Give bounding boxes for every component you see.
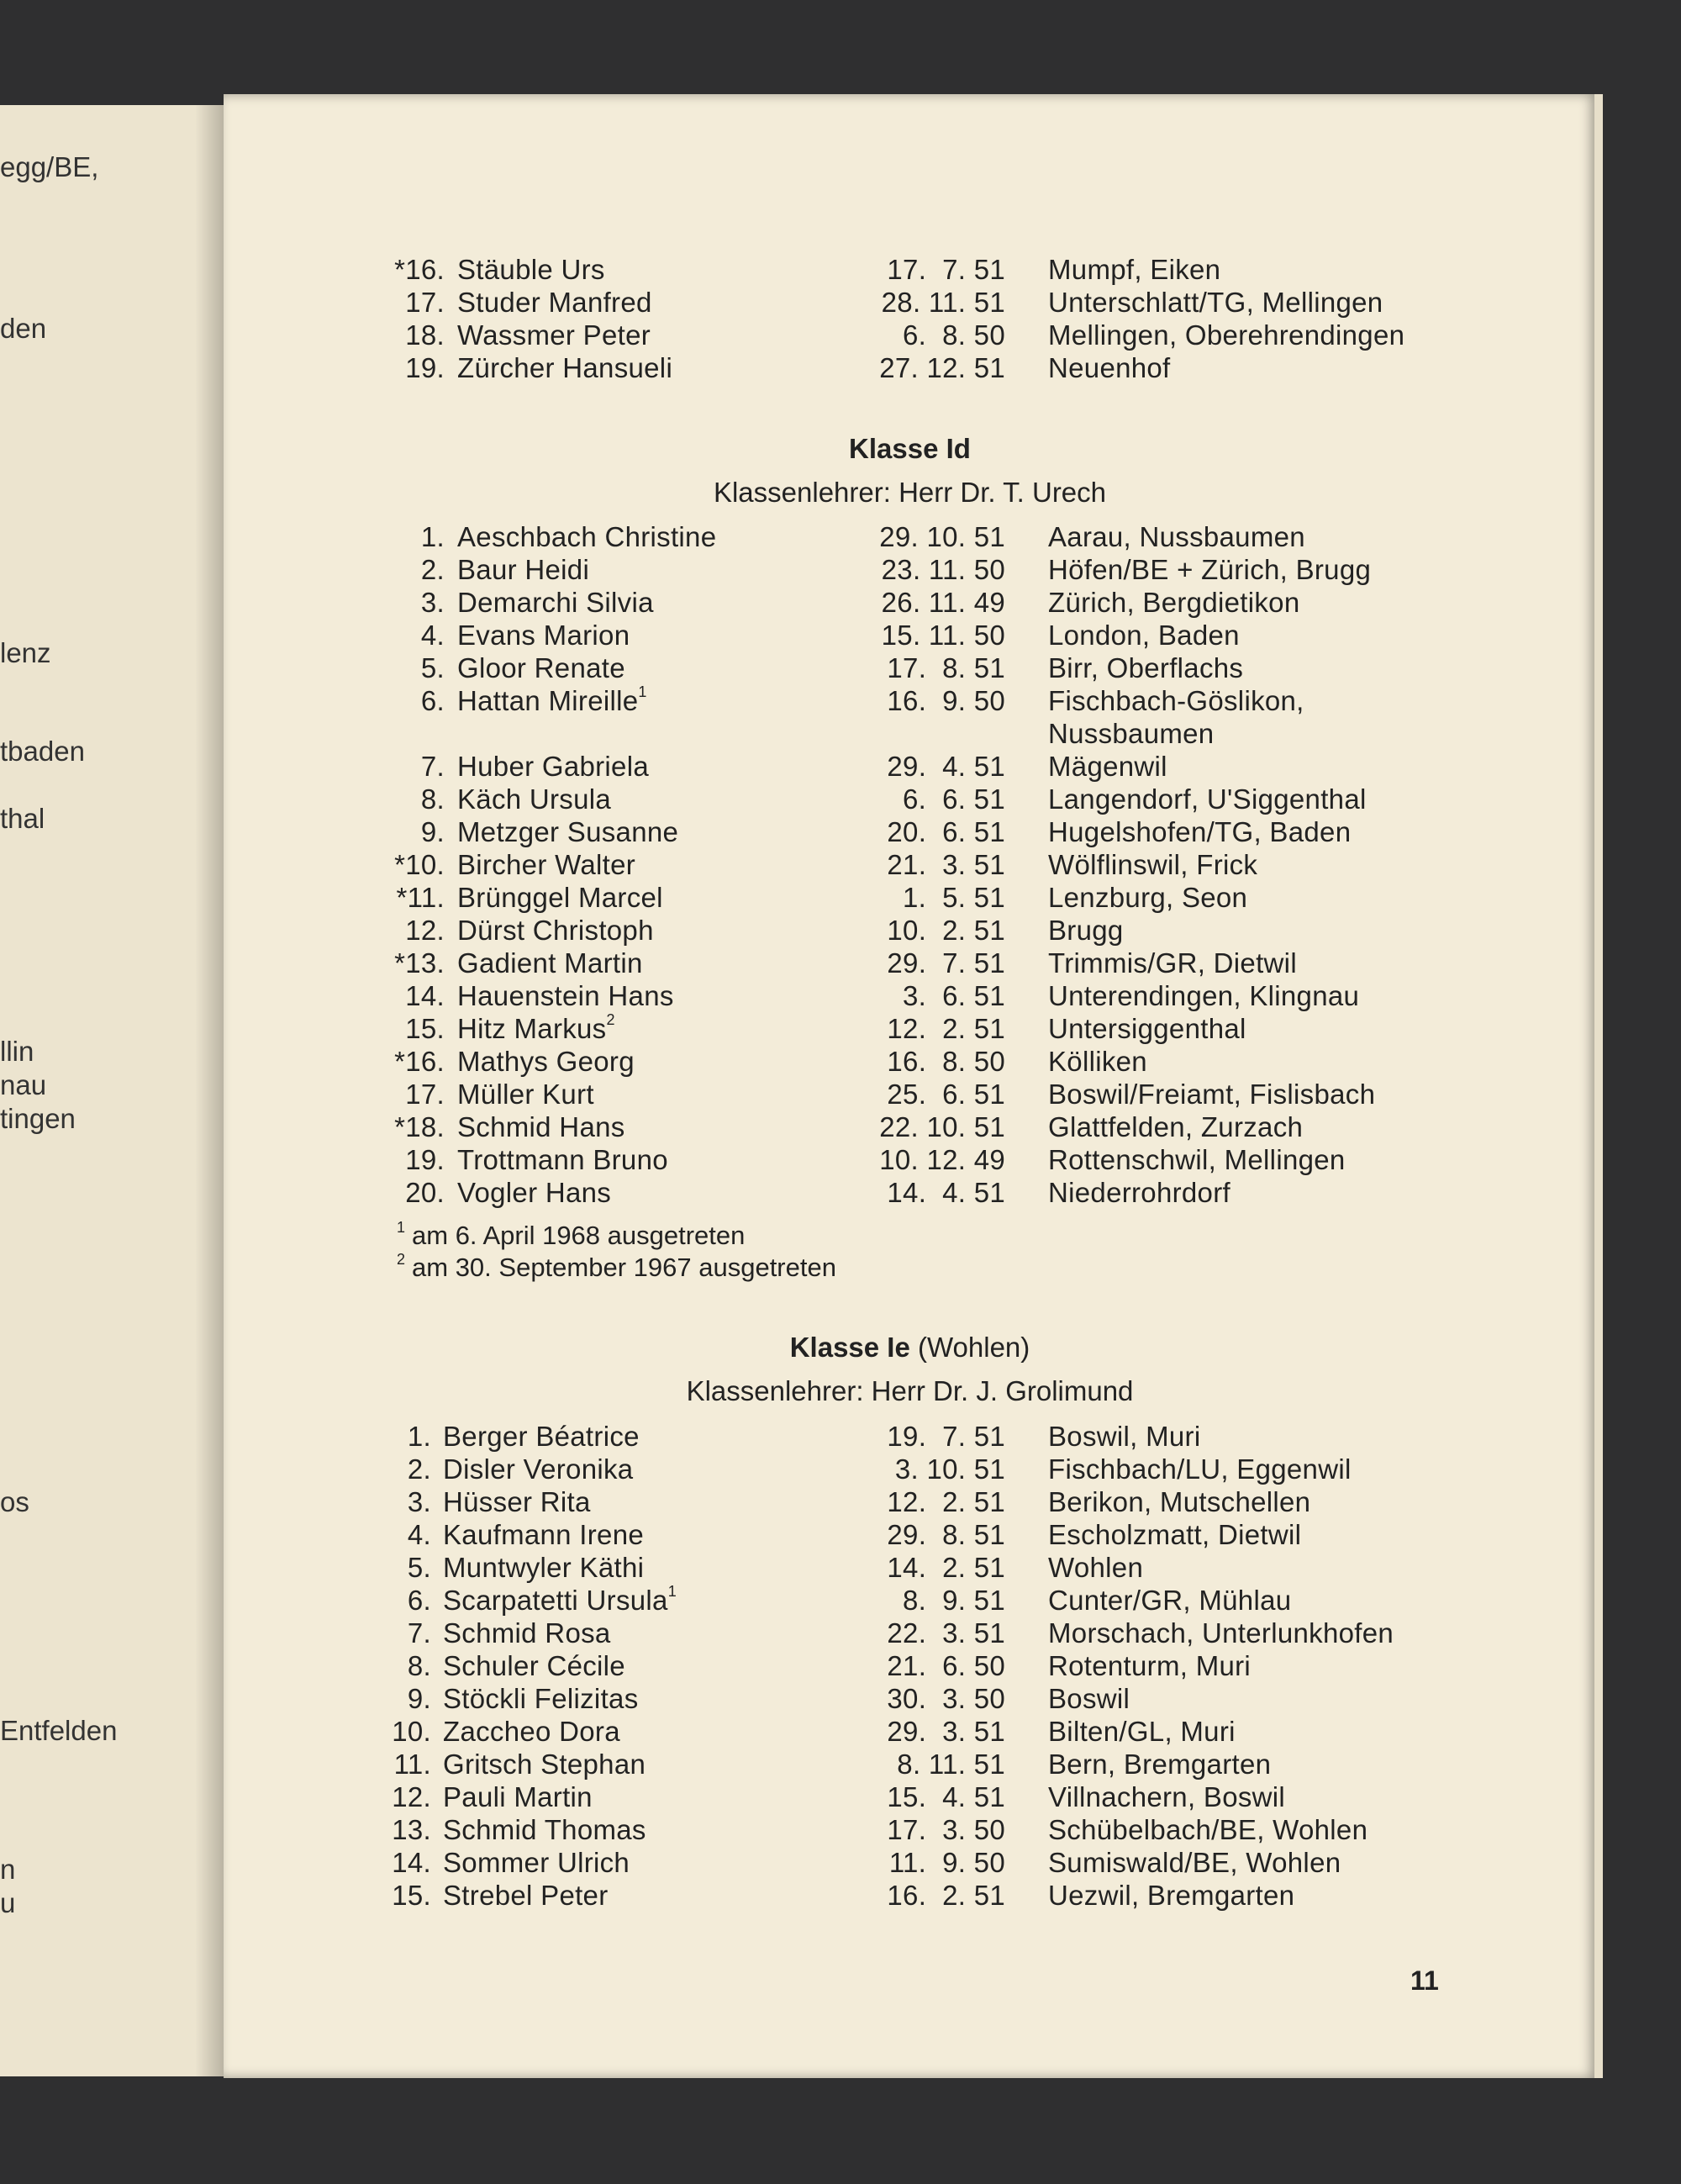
birth-date: 23. 11. 50 (881, 554, 1005, 585)
student-name-text: Aeschbach Christine (457, 521, 717, 552)
hometown-residence: Villnachern, Boswil (1048, 1781, 1286, 1812)
hometown-residence: Rottenschwil, Mellingen (1048, 1144, 1346, 1175)
student-name-text: Strebel Peter (443, 1880, 609, 1911)
hometown-residence: Uezwil, Bremgarten (1048, 1880, 1295, 1911)
footnote-marker: 1 (667, 1583, 677, 1600)
hometown-residence: Niederrohrdorf (1048, 1177, 1230, 1208)
student-number: 11. (393, 1749, 431, 1780)
hometown-residence: Lenzburg, Seon (1048, 882, 1248, 913)
student-name-text: Hauenstein Hans (457, 980, 674, 1011)
student-name (457, 620, 630, 652)
student-number: 2. (407, 1453, 431, 1485)
student-name (457, 521, 716, 553)
student-name (443, 1683, 639, 1715)
hometown-residence: Neuenhof (1048, 352, 1171, 383)
hometown-residence: Sumiswald/BE, Wohlen (1048, 1847, 1341, 1878)
student-name-text: Wassmer Peter (457, 319, 651, 351)
student-name-text: Trottmann Bruno (457, 1144, 668, 1175)
birth-date: 6. 8. 50 (903, 319, 1005, 351)
student-number: 18. (405, 319, 445, 351)
hometown-residence: Rotenturm, Muri (1048, 1650, 1252, 1681)
birth-date: 15. 4. 51 (887, 1781, 1005, 1812)
student-number: 3. (420, 587, 445, 618)
student-name (457, 1079, 594, 1110)
hometown-residence: Kölliken (1048, 1046, 1147, 1077)
hometown-residence: Mellingen, Oberehrendingen (1048, 319, 1405, 351)
hometown-residence: Boswil, Muri (1048, 1421, 1201, 1452)
hometown-residence: Fischbach-Göslikon, (1048, 685, 1304, 716)
birth-date: 29. 3. 51 (887, 1716, 1005, 1747)
hometown-residence: Aarau, Nussbaumen (1048, 521, 1305, 552)
hometown-residence: Wölflinswil, Frick (1048, 849, 1258, 880)
footnote (397, 1221, 745, 1251)
student-name (443, 1716, 620, 1748)
student-name-text: Sommer Ulrich (443, 1847, 630, 1878)
student-name (457, 554, 589, 586)
birth-date: 15. 11. 50 (881, 620, 1005, 651)
student-number: 5. (420, 652, 445, 683)
student-name (443, 1453, 633, 1485)
left-page-fragment: tingen (0, 1103, 76, 1134)
birth-date: 19. 7. 51 (887, 1421, 1005, 1452)
klasse-ie-heading-suffix: (Wohlen) (918, 1332, 1030, 1363)
student-number: 6. (407, 1585, 431, 1616)
student-name-text: Brünggel Marcel (457, 882, 663, 913)
footnote-text: am 30. September 1967 ausgetreten (412, 1253, 836, 1282)
left-page-fragment: llin (0, 1036, 34, 1067)
student-number: *11. (396, 882, 445, 913)
student-name-text: Kaufmann Irene (443, 1519, 645, 1550)
birth-date: 3. 6. 51 (903, 980, 1005, 1011)
student-name-text: Metzger Susanne (457, 816, 679, 847)
student-number: 9. (420, 816, 445, 847)
student-number: 7. (407, 1617, 431, 1649)
student-name-text: Disler Veronika (443, 1453, 634, 1485)
student-number: 5. (407, 1552, 431, 1583)
student-name-text: Muntwyler Käthi (443, 1552, 645, 1583)
birth-date: 1. 5. 51 (903, 882, 1005, 913)
student-number: *13. (394, 947, 445, 979)
hometown-residence: Brugg (1048, 915, 1124, 946)
student-name-text: Schmid Thomas (443, 1814, 646, 1845)
left-page (0, 105, 229, 2076)
hometown-residence: Fischbach/LU, Eggenwil (1048, 1453, 1352, 1485)
student-name-text: Stöckli Felizitas (443, 1683, 639, 1714)
student-name-text: Zürcher Hansueli (457, 352, 673, 383)
student-number: 15. (405, 1013, 445, 1044)
student-name-text: Baur Heidi (457, 554, 590, 585)
student-name (457, 1177, 611, 1209)
student-number: 19. (405, 352, 445, 383)
hometown-residence: Wohlen (1048, 1552, 1144, 1583)
student-name-text: Evans Marion (457, 620, 630, 651)
hometown-residence: Langendorf, U'Siggenthal (1048, 783, 1367, 815)
hometown-residence: Glattfelden, Zurzach (1048, 1111, 1304, 1142)
student-number: *18. (394, 1111, 445, 1142)
left-page-fragment: lenz (0, 637, 51, 668)
student-name-text: Studer Manfred (457, 287, 652, 318)
student-name-text: Zaccheo Dora (443, 1716, 620, 1747)
hometown-residence-continued: Nussbaumen (1048, 718, 1215, 749)
hometown-residence: Boswil (1048, 1683, 1130, 1714)
birth-date: 6. 6. 51 (903, 783, 1005, 815)
student-number: 12. (392, 1781, 431, 1812)
birth-date: 29. 7. 51 (887, 947, 1005, 979)
student-number: 17. (405, 1079, 445, 1110)
student-number: 1. (407, 1421, 431, 1452)
student-name (443, 1585, 677, 1617)
birth-date: 28. 11. 51 (881, 287, 1005, 318)
hometown-residence: Bilten/GL, Muri (1048, 1716, 1236, 1747)
student-number: 12. (405, 915, 445, 946)
left-page-fragment: egg/BE, (0, 151, 99, 182)
birth-date: 16. 9. 50 (887, 685, 1005, 716)
hometown-residence: Boswil/Freiamt, Fislisbach (1048, 1079, 1376, 1110)
student-name (443, 1617, 611, 1649)
birth-date: 26. 11. 49 (881, 587, 1005, 618)
birth-date: 14. 4. 51 (887, 1177, 1005, 1208)
student-name (443, 1650, 625, 1682)
student-name (457, 1046, 635, 1078)
birth-date: 27. 12. 51 (879, 352, 1005, 383)
klasse-ie-teacher: Klassenlehrer: Herr Dr. J. Grolimund (686, 1375, 1134, 1406)
footnote-text: am 6. April 1968 ausgetreten (412, 1221, 746, 1250)
birth-date: 11. 9. 50 (888, 1847, 1005, 1878)
hometown-residence: Birr, Oberflachs (1048, 652, 1244, 683)
hometown-residence: Escholzmatt, Dietwil (1048, 1519, 1302, 1550)
footnote-marker: 1 (638, 683, 647, 700)
birth-date: 29. 8. 51 (887, 1519, 1005, 1550)
student-number: 2. (420, 554, 445, 585)
birth-date: 10. 12. 49 (879, 1144, 1005, 1175)
right-page (224, 94, 1596, 2078)
student-name-text: Bircher Walter (457, 849, 636, 880)
student-number: 15. (392, 1880, 431, 1911)
student-name (443, 1781, 593, 1813)
student-name (443, 1421, 640, 1453)
page-number: 11 (1410, 1965, 1439, 1996)
student-number: 4. (420, 620, 445, 651)
birth-date: 17. 7. 51 (887, 254, 1005, 285)
student-name (457, 947, 643, 979)
student-name (457, 685, 647, 717)
student-name-text: Gritsch Stephan (443, 1749, 646, 1780)
student-name-text: Hitz Markus (457, 1013, 607, 1044)
klasse-ie-heading (224, 1332, 1596, 1364)
student-name-text: Demarchi Silvia (457, 587, 654, 618)
student-number: 8. (420, 783, 445, 815)
birth-date: 16. 8. 50 (887, 1046, 1005, 1077)
student-number: *16. (394, 254, 445, 285)
student-name (457, 849, 635, 881)
footnote (397, 1253, 836, 1283)
student-name (457, 1144, 668, 1176)
footnote-marker: 2 (397, 1251, 406, 1268)
student-name (443, 1847, 630, 1879)
left-page-fragment: os (0, 1486, 29, 1517)
student-number: 20. (405, 1177, 445, 1208)
hometown-residence: Zürich, Bergdietikon (1048, 587, 1300, 618)
student-name-text: Schmid Rosa (443, 1617, 611, 1649)
birth-date: 14. 2. 51 (887, 1552, 1005, 1583)
hometown-residence: Bern, Bremgarten (1048, 1749, 1272, 1780)
hometown-residence: Morschach, Unterlunkhofen (1048, 1617, 1394, 1649)
student-number: *16. (394, 1046, 445, 1077)
student-number: 13. (392, 1814, 431, 1845)
student-name (457, 1111, 625, 1143)
student-number: 7. (420, 751, 445, 782)
hometown-residence: Höfen/BE + Zürich, Brugg (1048, 554, 1372, 585)
student-number: 4. (407, 1519, 431, 1550)
student-number: 19. (405, 1144, 445, 1175)
student-name-text: Huber Gabriela (457, 751, 649, 782)
student-name-text: Vogler Hans (457, 1177, 612, 1208)
student-name (457, 783, 611, 815)
left-page-fragment: n (0, 1854, 16, 1885)
left-page-fragment: thal (0, 803, 45, 834)
student-number: 14. (392, 1847, 431, 1878)
birth-date: 22. 10. 51 (879, 1111, 1005, 1142)
student-number: 9. (407, 1683, 431, 1714)
student-name (443, 1552, 644, 1584)
student-name (457, 587, 654, 619)
birth-date: 10. 2. 51 (887, 915, 1005, 946)
student-number: 3. (407, 1486, 431, 1517)
student-name-text: Dürst Christoph (457, 915, 654, 946)
birth-date: 29. 10. 51 (879, 521, 1005, 552)
student-name-text: Hüsser Rita (443, 1486, 591, 1517)
hometown-residence: Berikon, Mutschellen (1048, 1486, 1311, 1517)
student-name (457, 652, 625, 684)
student-name-text: Gadient Martin (457, 947, 643, 979)
birth-date: 16. 2. 51 (887, 1880, 1005, 1911)
student-name-text: Hattan Mireille (457, 685, 639, 716)
birth-date: 3. 10. 51 (894, 1453, 1005, 1485)
student-number: *10. (394, 849, 445, 880)
birth-date: 30. 3. 50 (887, 1683, 1005, 1714)
hometown-residence: Untersiggenthal (1048, 1013, 1246, 1044)
klasse-ie-heading-title: Klasse Ie (789, 1332, 910, 1363)
hometown-residence: Trimmis/GR, Dietwil (1048, 947, 1297, 979)
left-page-fragment: Entfelden (0, 1715, 118, 1746)
birth-date: 25. 6. 51 (887, 1079, 1005, 1110)
birth-date: 8. 11. 51 (897, 1749, 1005, 1780)
student-name (443, 1880, 609, 1912)
student-number: 10. (392, 1716, 431, 1747)
birth-date: 20. 6. 51 (887, 816, 1005, 847)
student-number: 8. (407, 1650, 431, 1681)
student-name (443, 1749, 646, 1780)
student-name-text: Müller Kurt (457, 1079, 594, 1110)
hometown-residence: Mägenwil (1048, 751, 1167, 782)
hometown-residence: Hugelshofen/TG, Baden (1048, 816, 1352, 847)
student-name (443, 1486, 591, 1518)
birth-date: 22. 3. 51 (887, 1617, 1005, 1649)
student-name (457, 319, 651, 351)
student-name-text: Gloor Renate (457, 652, 625, 683)
student-name (457, 882, 663, 914)
birth-date: 8. 9. 51 (903, 1585, 1005, 1616)
birth-date: 21. 3. 51 (887, 849, 1005, 880)
student-name (457, 980, 674, 1012)
student-number: 17. (405, 287, 445, 318)
left-page-fragment: u (0, 1887, 16, 1918)
birth-date: 17. 3. 50 (887, 1814, 1005, 1845)
left-page-fragment: tbaden (0, 736, 85, 767)
hometown-residence: Unterschlatt/TG, Mellingen (1048, 287, 1383, 318)
left-page-fragment: nau (0, 1069, 47, 1100)
student-number: 14. (405, 980, 445, 1011)
student-name-text: Käch Ursula (457, 783, 612, 815)
student-name (443, 1814, 646, 1846)
footnote-marker: 2 (606, 1011, 615, 1028)
klasse-id-heading: Klasse Id (849, 433, 971, 464)
student-name (457, 254, 605, 286)
hometown-residence: Cunter/GR, Mühlau (1048, 1585, 1292, 1616)
student-name-text: Scarpatetti Ursula (443, 1585, 668, 1616)
hometown-residence: London, Baden (1048, 620, 1240, 651)
left-page-fragment: den (0, 313, 47, 344)
birth-date: 21. 6. 50 (887, 1650, 1005, 1681)
footnote-marker: 1 (397, 1219, 406, 1236)
student-name (457, 816, 678, 848)
student-name (443, 1519, 644, 1551)
student-name (457, 751, 649, 783)
hometown-residence: Mumpf, Eiken (1048, 254, 1221, 285)
birth-date: 29. 4. 51 (887, 751, 1005, 782)
student-name (457, 1013, 615, 1045)
student-name-text: Stäuble Urs (457, 254, 605, 285)
student-name-text: Schuler Cécile (443, 1650, 625, 1681)
birth-date: 17. 8. 51 (887, 652, 1005, 683)
student-name (457, 915, 654, 947)
klasse-id-teacher: Klassenlehrer: Herr Dr. T. Urech (713, 477, 1107, 508)
student-name (457, 352, 672, 384)
student-number: 1. (420, 521, 445, 552)
hometown-residence: Schübelbach/BE, Wohlen (1048, 1814, 1368, 1845)
page-edge (1594, 94, 1603, 2078)
student-name (457, 287, 652, 319)
birth-date: 12. 2. 51 (887, 1013, 1005, 1044)
birth-date: 12. 2. 51 (887, 1486, 1005, 1517)
student-number: 6. (420, 685, 445, 716)
student-name-text: Berger Béatrice (443, 1421, 640, 1452)
student-name-text: Schmid Hans (457, 1111, 625, 1142)
hometown-residence: Unterendingen, Klingnau (1048, 980, 1360, 1011)
student-name-text: Pauli Martin (443, 1781, 593, 1812)
student-name-text: Mathys Georg (457, 1046, 635, 1077)
